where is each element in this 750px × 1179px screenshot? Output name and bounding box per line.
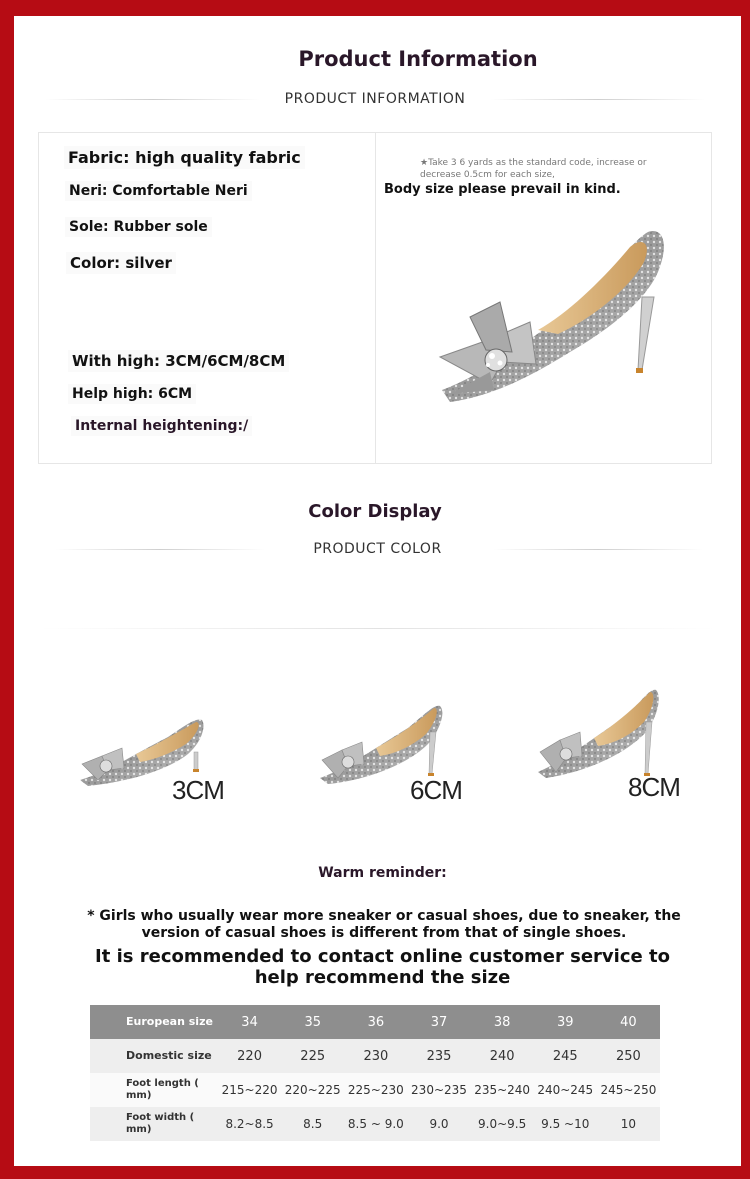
spec-color: Color: silver [66,252,176,274]
table-cell: 220 [218,1039,281,1073]
table-cell: 225~230 [344,1073,407,1107]
panel-divider [375,132,376,464]
product-shoe-image [430,222,690,417]
divider-line [45,99,260,100]
table-cell: 36 [344,1005,407,1039]
spec-internal-heightening: Internal heightening:/ [71,416,252,436]
size-standard-note: ★Take 3 6 yards as the standard code, increase or decrease 0.5cm for each size, [420,158,647,180]
table-cell: 240 [471,1039,534,1073]
table-cell: 245~250 [597,1073,660,1107]
table-cell: 240~245 [534,1073,597,1107]
table-cell: 39 [534,1005,597,1039]
row-header: Foot length ( mm) [90,1073,218,1107]
table-row [90,1039,660,1073]
divider-line [55,549,265,550]
spec-with-high: With high: 3CM/6CM/8CM [68,350,289,372]
row-header: European size [90,1005,218,1039]
table-row [90,1107,660,1141]
table-cell: 250 [597,1039,660,1073]
warm-reminder-note: * Girls who usually wear more sneaker or casual shoes, due to sneaker, the version of casual shoes is different from that of single shoes. [87,908,681,941]
table-cell: 9.0~9.5 [471,1107,534,1141]
table-row [90,1005,660,1039]
divider-line [40,628,715,629]
row-header: Foot width ( mm) [90,1107,218,1141]
section-subtitle-product-color: PRODUCT COLOR [313,541,442,557]
size-chart-table [90,1005,660,1141]
spec-neri: Neri: Comfortable Neri [65,181,252,201]
table-cell: 225 [281,1039,344,1073]
variant-label-3cm: 3CM [172,775,224,805]
variant-label-6cm: 6CM [410,775,462,805]
table-cell: 215~220 [218,1073,281,1107]
variant-shoe-image [536,688,664,784]
table-cell: 8.5 [281,1107,344,1141]
table-cell: 9.5 ~10 [534,1107,597,1141]
row-header: Domestic size [90,1039,218,1073]
section-subtitle-product-information: PRODUCT INFORMATION [284,91,466,107]
spec-fabric: Fabric: high quality fabric [64,146,305,169]
section-title-product-information: Product Information [298,47,538,71]
table-cell: 8.2~8.5 [218,1107,281,1141]
table-cell: 245 [534,1039,597,1073]
table-cell: 220~225 [281,1073,344,1107]
section-title-color-display: Color Display [308,501,442,522]
table-cell: 235 [407,1039,470,1073]
warm-reminder-title: Warm reminder: [318,865,447,881]
warm-reminder-recommendation: It is recommended to contact online customer service to help recommend the size [95,946,670,988]
table-cell: 35 [281,1005,344,1039]
table-cell: 230~235 [407,1073,470,1107]
table-cell: 9.0 [407,1107,470,1141]
table-cell: 235~240 [471,1073,534,1107]
table-cell: 38 [471,1005,534,1039]
table-cell: 10 [597,1107,660,1141]
table-row [90,1073,660,1107]
table-cell: 34 [218,1005,281,1039]
table-cell: 230 [344,1039,407,1073]
size-prevail-note: Body size please prevail in kind. [384,182,621,197]
table-cell: 37 [407,1005,470,1039]
divider-line [490,99,705,100]
divider-line [493,549,703,550]
variant-label-8cm: 8CM [628,772,680,802]
table-cell: 40 [597,1005,660,1039]
spec-sole: Sole: Rubber sole [65,217,212,237]
spec-help-high: Help high: 6CM [68,384,196,404]
table-cell: 8.5 ~ 9.0 [344,1107,407,1141]
